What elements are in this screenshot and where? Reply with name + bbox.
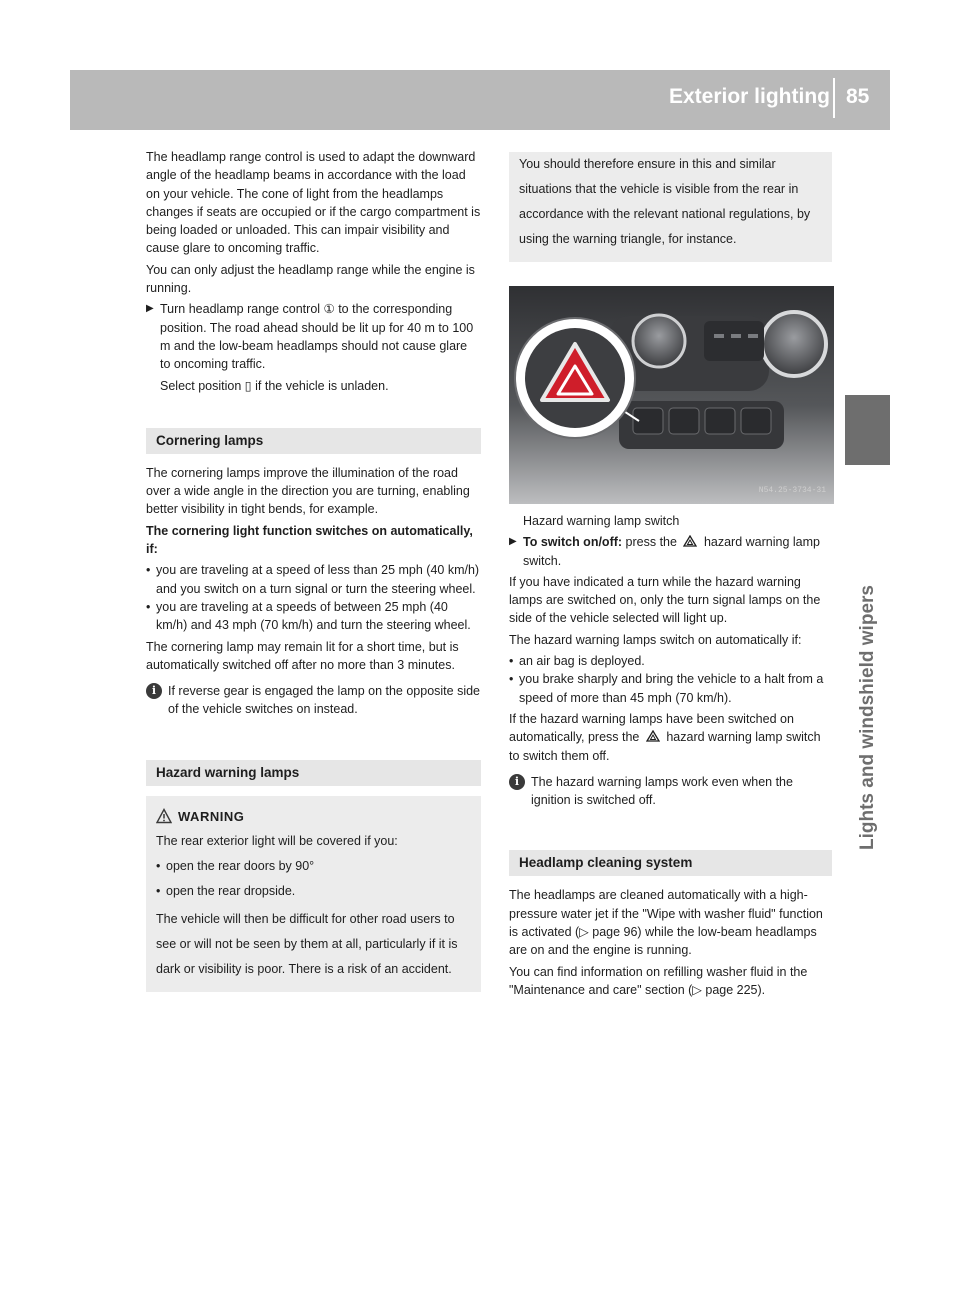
page-number: 85 xyxy=(846,85,870,108)
cornering-timeout-note: The cornering lamp may remain lit for a short time, but is automatically switched off after no more than 3 minutes. xyxy=(146,639,459,672)
auto-switch-intro: The hazard warning lamps switch on automatically if: xyxy=(509,632,802,647)
action-arrow-icon: ▶ xyxy=(509,536,517,548)
list-item: • open the rear doors by 90° xyxy=(156,858,315,873)
auto-switch-list xyxy=(509,652,832,707)
action-arrow-icon: ▶ xyxy=(146,303,154,315)
photo-reference-code: N54.25-3734-31 xyxy=(758,485,826,495)
list-item: • you are traveling at a speed of less than 25 mph (40 km/h) and you switch on a turn signal or turn the steering wheel. xyxy=(146,563,480,596)
warning-box xyxy=(146,796,481,992)
info-note-text: The hazard warning lamps work even when the ignition is switched off. xyxy=(531,774,793,808)
list-item: • you are traveling at a speeds of between 25 mph (40 km/h) and 43 mph (70 km/h) and turn the steering wheel. xyxy=(146,599,471,633)
warning-header xyxy=(156,804,471,829)
info-note xyxy=(509,773,832,810)
section-heading-cornering: Cornering lamps xyxy=(146,428,481,454)
chapter-tab xyxy=(845,395,890,465)
left-column xyxy=(146,148,481,992)
info-note-text: If reverse gear is engaged the lamp on the opposite side of the vehicle switches on instead. xyxy=(168,684,481,717)
headlamp-range-engine-note: You can only adjust the headlamp range while the engine is running. xyxy=(146,262,475,296)
action-step-sub: Select position ▯ if the vehicle is unladen. xyxy=(160,378,389,393)
auto-switch-off-note: If the hazard warning lamps have been switched on automatically, press the hazard warning lamp switch to switch them off. xyxy=(509,711,821,763)
warning-label: WARNING xyxy=(178,808,245,824)
cleaning-intro: The headlamps are cleaned automatically with a high-pressure water jet if the "Wipe with washer fluid" function is activated (▷ page 96) while the low-beam headlamps are on and the engine is running. xyxy=(509,888,823,958)
list-item: • you brake sharply and bring the vehicle to a halt from a speed of more than 45 mph (70 km/h). xyxy=(509,672,824,705)
action-step-text: Turn headlamp range control ① to the corresponding position. The road ahead should be lit up for 40 m to 100 m and the low-beam headlamps should not cause glare to oncoming traffic. xyxy=(160,302,474,372)
warning-intro: The rear exterior light will be covered if you: xyxy=(156,833,398,848)
action-step xyxy=(509,533,832,570)
list-item: • an air bag is deployed. xyxy=(509,654,645,669)
info-icon: i xyxy=(146,683,162,699)
info-icon: i xyxy=(509,774,525,790)
turn-signal-note: If you have indicated a turn while the hazard warning lamps are switched on, only the turn signal lamps on the side of the vehicle selected will light up. xyxy=(509,574,821,626)
right-column xyxy=(509,158,832,1002)
chapter-tab-label: Lights and windshield wipers xyxy=(857,585,878,850)
action-step-text: To switch on/off: press the hazard warning lamp switch. xyxy=(523,535,820,568)
warning-consequence: The vehicle will then be difficult for other road users to see or will not be seen by them at all, particularly if it is dark or visibility is poor. There is a risk of an accident. xyxy=(156,911,458,976)
warning-box-continued xyxy=(509,152,832,262)
cornering-conditions-list xyxy=(146,561,481,634)
warning-triangle-icon xyxy=(156,808,172,824)
hazard-symbol-icon xyxy=(646,730,660,742)
section-heading-hazard: Hazard warning lamps xyxy=(146,760,481,786)
headlamp-range-intro: The headlamp range control is used to adapt the downward angle of the headlamp beams in accordance with the load on your vehicle. The cone of light from the headlamps changes if seats are occupied or if the cargo compartment is being loaded or unloaded. This can impair visibility and cause glare to oncoming traffic. xyxy=(146,150,481,256)
chapter-title: Exterior lighting xyxy=(668,85,830,108)
hazard-switch-photo xyxy=(509,286,834,504)
cornering-conditions-intro: The cornering light function switches on automatically, if: xyxy=(146,523,473,557)
warning-list xyxy=(156,854,471,904)
hazard-symbol-icon xyxy=(683,535,697,547)
cleaning-refill-note: You can find information on refilling washer fluid in the "Maintenance and care" section (▷ page 225). xyxy=(509,964,808,997)
cornering-intro: The cornering lamps improve the illumination of the road over a wide angle in the direction you are turning, enabling better visibility in tight bends, for example. xyxy=(146,465,470,517)
action-step xyxy=(146,300,481,373)
list-item: • open the rear dropside. xyxy=(156,883,296,898)
info-note xyxy=(146,682,481,719)
header-divider xyxy=(833,78,835,118)
dashboard-illustration xyxy=(509,286,834,504)
warning-continuation: You should therefore ensure in this and similar situations that the vehicle is visible from the rear in accordance with the relevant national regulations, by using the warning triangle, for instance. xyxy=(519,157,811,246)
section-heading-headlamp-cleaning: Headlamp cleaning system xyxy=(509,850,832,876)
photo-caption: Hazard warning lamp switch xyxy=(523,514,680,528)
